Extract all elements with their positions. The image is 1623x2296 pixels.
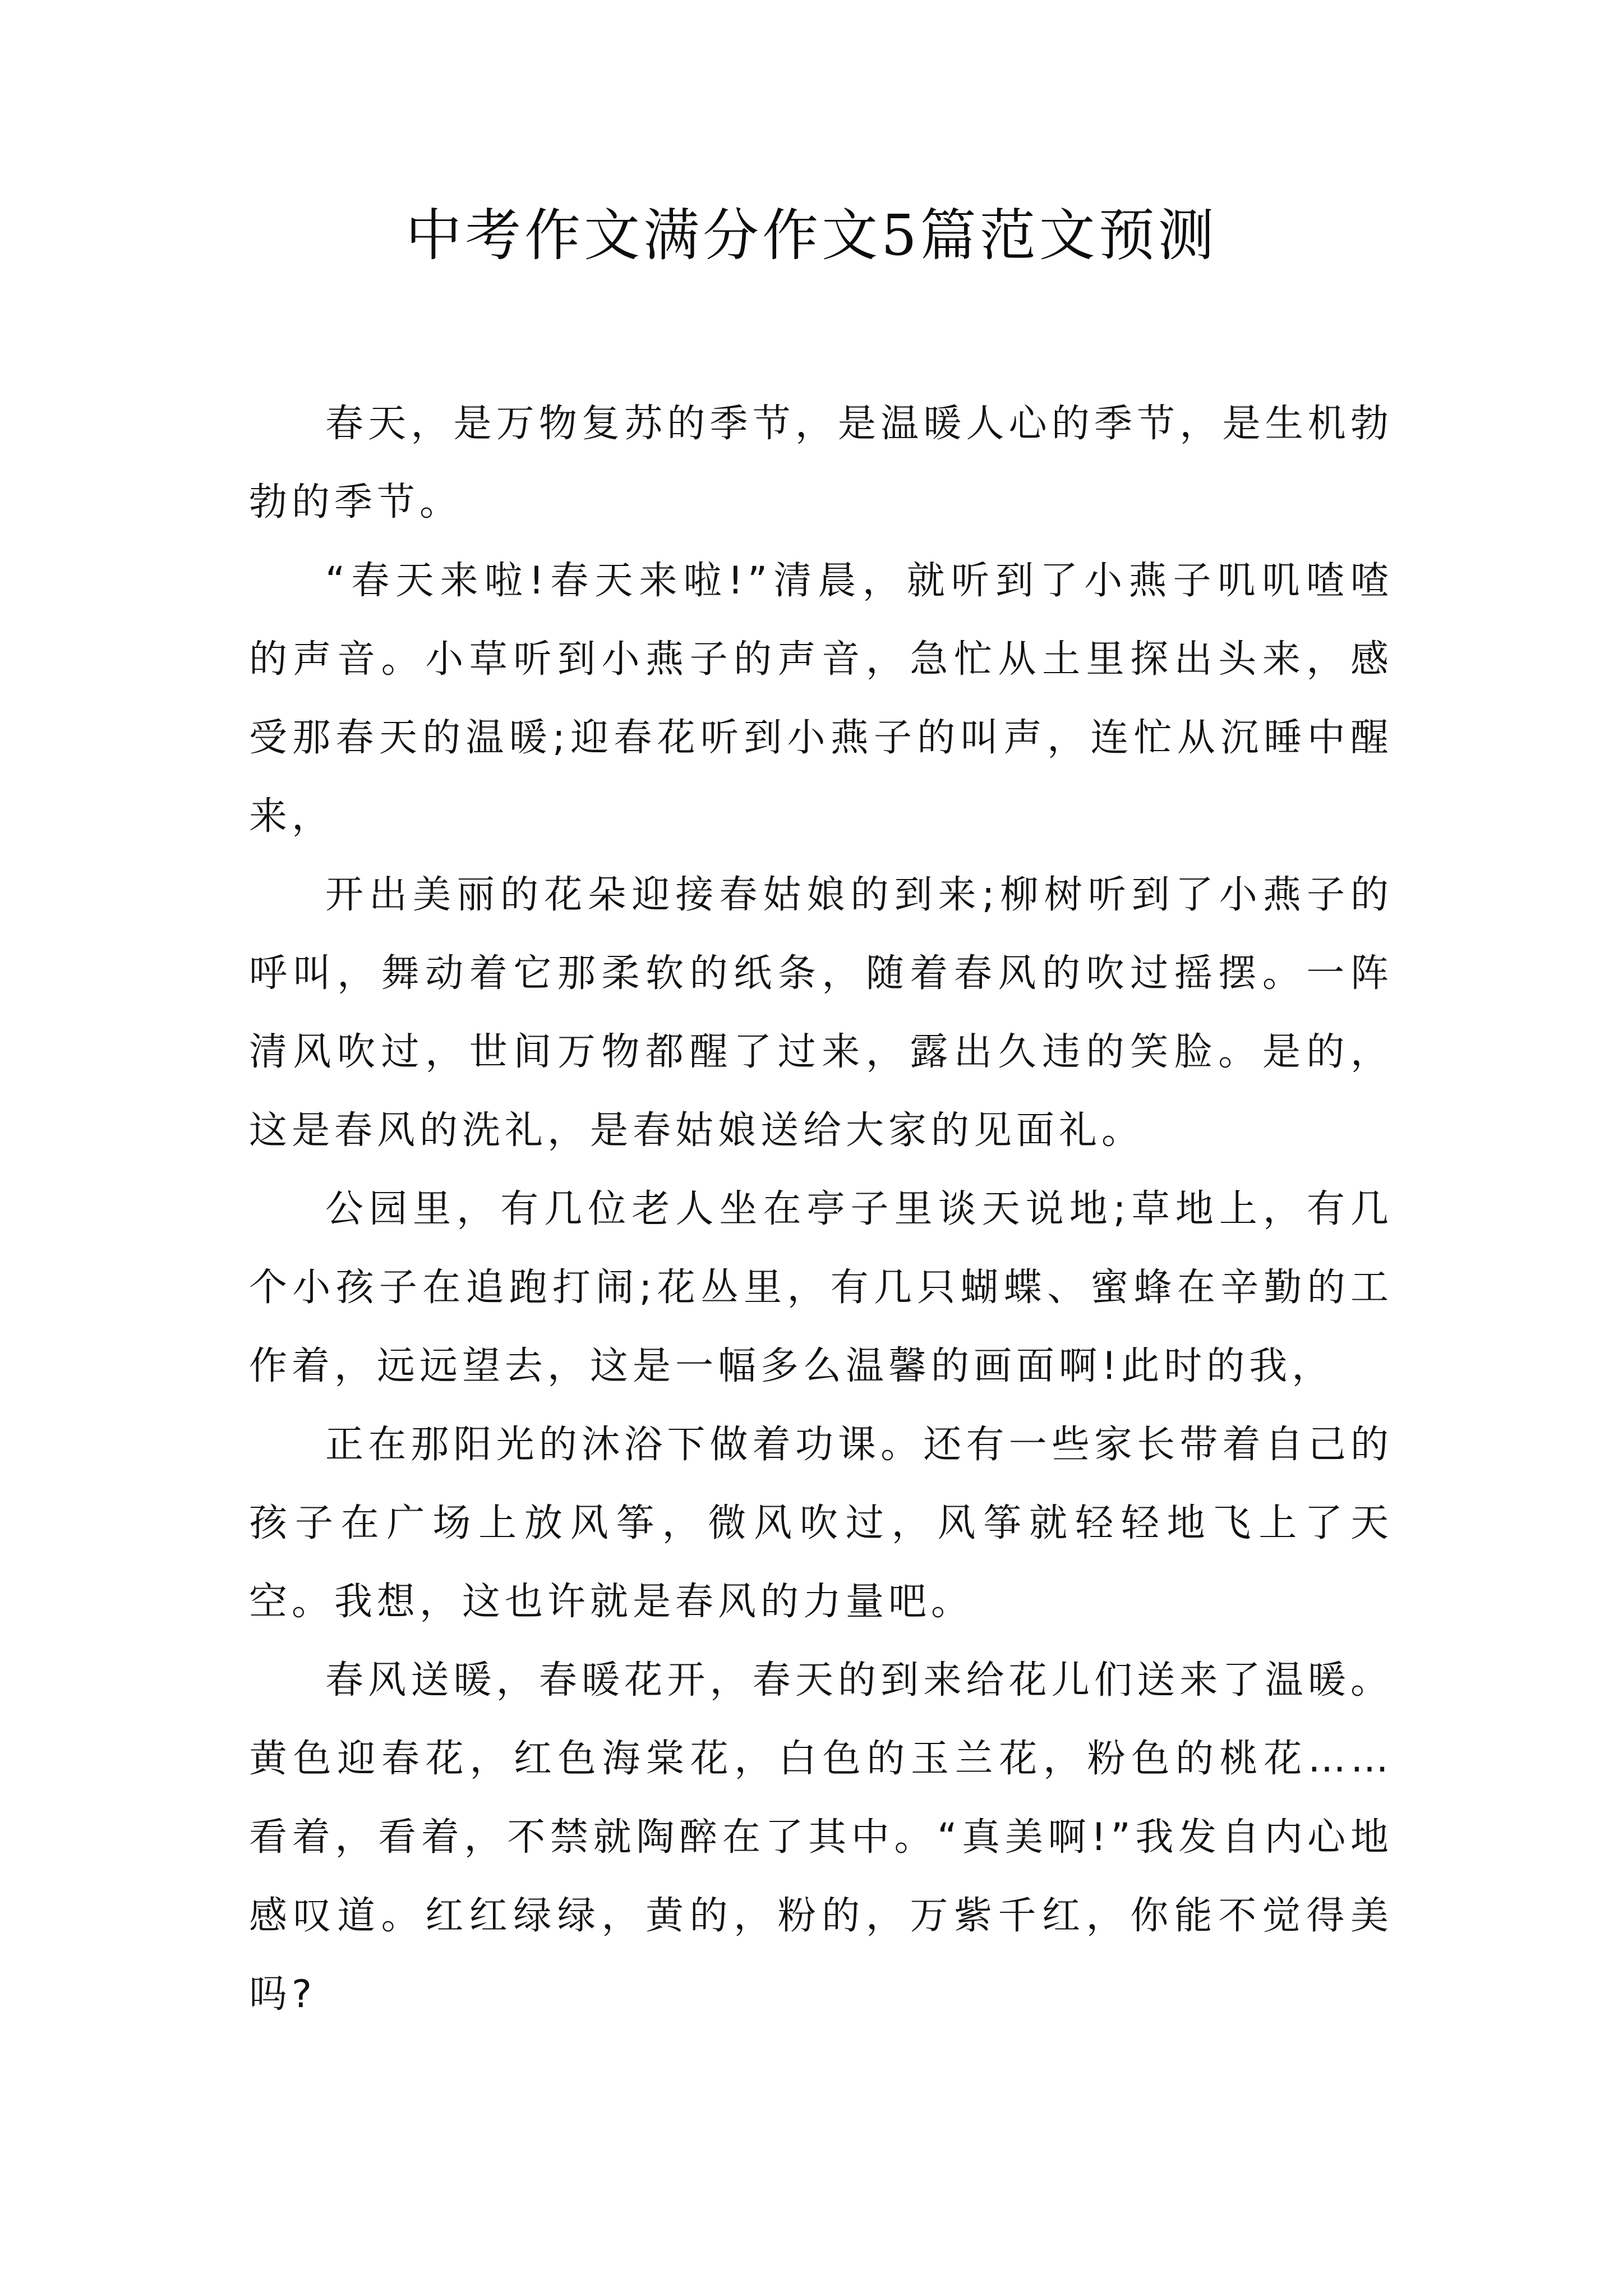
paragraph-2: “春天来啦!春天来啦!”清晨，就听到了小燕子叽叽喳喳的声音。小草听到小燕子的声音，急忙从土里探出头来，感受那春天的温暖;迎春花听到小燕子的叫声，连忙从沉睡中醒来， — [249, 559, 1393, 839]
document-body — [249, 385, 1393, 2034]
paragraph-6: 春风送暖，春暖花开，春天的到来给花儿们送来了温暖。黄色迎春花，红色海棠花，白色的玉兰花，粉色的桃花……看着，看着，不禁就陶醉在了其中。“真美啊!”我发自内心地感叹道。红红绿绿，黄的，粉的，万紫千红，你能不觉得美吗? — [249, 1658, 1393, 2017]
paragraph-3: 开出美丽的花朵迎接春姑娘的到来;柳树听到了小燕子的呼叫，舞动着它那柔软的纸条，随着春风的吹过摇摆。一阵清风吹过，世间万物都醒了过来，露出久违的笑脸。是的，这是春风的洗礼，是春姑娘送给大家的见面礼。 — [249, 873, 1393, 1153]
paragraph-1: 春天，是万物复苏的季节，是温暖人心的季节，是生机勃勃的季节。 — [249, 402, 1393, 524]
paragraph-4: 公园里，有几位老人坐在亭子里谈天说地;草地上，有几个小孩子在追跑打闹;花丛里，有几只蝴蝶、蜜蜂在辛勤的工作着，远远望去，这是一幅多么温馨的画面啊!此时的我， — [249, 1187, 1393, 1388]
document-title: 中考作文满分作文5篇范文预测 — [405, 203, 1218, 268]
paragraph-5: 正在那阳光的沐浴下做着功课。还有一些家长带着自己的孩子在广场上放风筝，微风吹过，风筝就轻轻地飞上了天空。我想，这也许就是春风的力量吧。 — [249, 1423, 1393, 1624]
